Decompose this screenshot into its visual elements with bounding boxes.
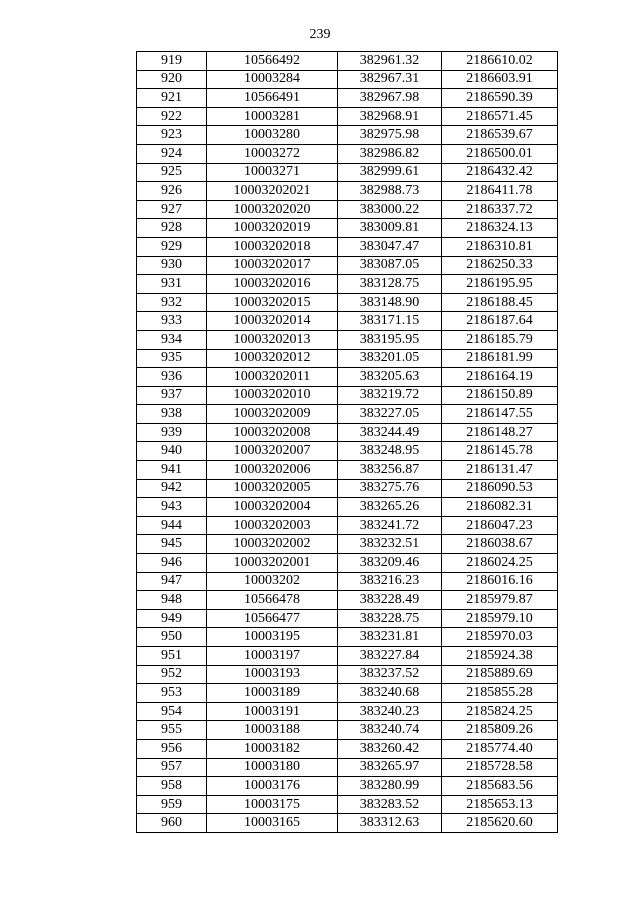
table-row [137, 739, 558, 758]
table-row [137, 52, 558, 71]
point-id-cell: 10003202008 [207, 423, 338, 442]
y-coordinate-cell: 2185653.13 [442, 795, 558, 814]
row-number-cell: 954 [137, 702, 207, 721]
point-id-cell: 10566491 [207, 89, 338, 108]
x-coordinate-cell: 383228.75 [338, 609, 442, 628]
x-coordinate-cell: 383009.81 [338, 219, 442, 238]
y-coordinate-cell: 2186185.79 [442, 330, 558, 349]
table-row [137, 330, 558, 349]
coordinates-table [136, 51, 558, 833]
y-coordinate-cell: 2186147.55 [442, 405, 558, 424]
row-number-cell: 957 [137, 758, 207, 777]
point-id-cell: 10566477 [207, 609, 338, 628]
table-row [137, 516, 558, 535]
row-number-cell: 942 [137, 479, 207, 498]
point-id-cell: 10003189 [207, 684, 338, 703]
point-id-cell: 10003202011 [207, 368, 338, 387]
table-row [137, 591, 558, 610]
point-id-cell: 10003284 [207, 70, 338, 89]
point-id-cell: 10003202 [207, 572, 338, 591]
table-row [137, 182, 558, 201]
row-number-cell: 919 [137, 52, 207, 71]
point-id-cell: 10003202001 [207, 554, 338, 573]
x-coordinate-cell: 382988.73 [338, 182, 442, 201]
y-coordinate-cell: 2186131.47 [442, 461, 558, 480]
x-coordinate-cell: 383240.74 [338, 721, 442, 740]
row-number-cell: 945 [137, 535, 207, 554]
y-coordinate-cell: 2186195.95 [442, 275, 558, 294]
point-id-cell: 10003202010 [207, 386, 338, 405]
x-coordinate-cell: 383232.51 [338, 535, 442, 554]
point-id-cell: 10003202003 [207, 516, 338, 535]
x-coordinate-cell: 383240.23 [338, 702, 442, 721]
row-number-cell: 952 [137, 665, 207, 684]
table-row [137, 665, 558, 684]
point-id-cell: 10003165 [207, 814, 338, 833]
y-coordinate-cell: 2185683.56 [442, 777, 558, 796]
x-coordinate-cell: 382961.32 [338, 52, 442, 71]
y-coordinate-cell: 2185620.60 [442, 814, 558, 833]
row-number-cell: 960 [137, 814, 207, 833]
x-coordinate-cell: 383237.52 [338, 665, 442, 684]
point-id-cell: 10003176 [207, 777, 338, 796]
table-row [137, 349, 558, 368]
row-number-cell: 947 [137, 572, 207, 591]
row-number-cell: 932 [137, 293, 207, 312]
x-coordinate-cell: 383241.72 [338, 516, 442, 535]
x-coordinate-cell: 383256.87 [338, 461, 442, 480]
point-id-cell: 10003202002 [207, 535, 338, 554]
y-coordinate-cell: 2185824.25 [442, 702, 558, 721]
table-row [137, 200, 558, 219]
y-coordinate-cell: 2186090.53 [442, 479, 558, 498]
point-id-cell: 10003193 [207, 665, 338, 684]
row-number-cell: 955 [137, 721, 207, 740]
point-id-cell: 10003202021 [207, 182, 338, 201]
x-coordinate-cell: 383260.42 [338, 739, 442, 758]
point-id-cell: 10003202014 [207, 312, 338, 331]
y-coordinate-cell: 2186337.72 [442, 200, 558, 219]
row-number-cell: 956 [137, 739, 207, 758]
row-number-cell: 929 [137, 237, 207, 256]
row-number-cell: 937 [137, 386, 207, 405]
y-coordinate-cell: 2186610.02 [442, 52, 558, 71]
point-id-cell: 10003281 [207, 107, 338, 126]
y-coordinate-cell: 2186150.89 [442, 386, 558, 405]
table-row [137, 312, 558, 331]
x-coordinate-cell: 383228.49 [338, 591, 442, 610]
row-number-cell: 924 [137, 144, 207, 163]
row-number-cell: 949 [137, 609, 207, 628]
point-id-cell: 10003191 [207, 702, 338, 721]
y-coordinate-cell: 2185979.10 [442, 609, 558, 628]
y-coordinate-cell: 2186571.45 [442, 107, 558, 126]
y-coordinate-cell: 2186181.99 [442, 349, 558, 368]
row-number-cell: 931 [137, 275, 207, 294]
y-coordinate-cell: 2186082.31 [442, 498, 558, 517]
row-number-cell: 948 [137, 591, 207, 610]
table-row [137, 405, 558, 424]
x-coordinate-cell: 383240.68 [338, 684, 442, 703]
row-number-cell: 938 [137, 405, 207, 424]
row-number-cell: 958 [137, 777, 207, 796]
table-row [137, 256, 558, 275]
row-number-cell: 944 [137, 516, 207, 535]
row-number-cell: 927 [137, 200, 207, 219]
row-number-cell: 921 [137, 89, 207, 108]
x-coordinate-cell: 383209.46 [338, 554, 442, 573]
y-coordinate-cell: 2186539.67 [442, 126, 558, 145]
x-coordinate-cell: 383227.84 [338, 647, 442, 666]
point-id-cell: 10003202005 [207, 479, 338, 498]
table-row [137, 70, 558, 89]
table-row [137, 163, 558, 182]
point-id-cell: 10003202018 [207, 237, 338, 256]
y-coordinate-cell: 2185924.38 [442, 647, 558, 666]
x-coordinate-cell: 383312.63 [338, 814, 442, 833]
y-coordinate-cell: 2186164.19 [442, 368, 558, 387]
y-coordinate-cell: 2185855.28 [442, 684, 558, 703]
table-row [137, 386, 558, 405]
point-id-cell: 10003195 [207, 628, 338, 647]
table-row [137, 89, 558, 108]
y-coordinate-cell: 2185889.69 [442, 665, 558, 684]
y-coordinate-cell: 2186187.64 [442, 312, 558, 331]
row-number-cell: 950 [137, 628, 207, 647]
table-row [137, 219, 558, 238]
row-number-cell: 923 [137, 126, 207, 145]
table-row [137, 609, 558, 628]
x-coordinate-cell: 383087.05 [338, 256, 442, 275]
y-coordinate-cell: 2186038.67 [442, 535, 558, 554]
x-coordinate-cell: 382986.82 [338, 144, 442, 163]
x-coordinate-cell: 383265.97 [338, 758, 442, 777]
x-coordinate-cell: 382975.98 [338, 126, 442, 145]
x-coordinate-cell: 382999.61 [338, 163, 442, 182]
x-coordinate-cell: 383201.05 [338, 349, 442, 368]
y-coordinate-cell: 2185979.87 [442, 591, 558, 610]
table-row [137, 814, 558, 833]
table-row [137, 777, 558, 796]
row-number-cell: 925 [137, 163, 207, 182]
point-id-cell: 10003188 [207, 721, 338, 740]
table-row [137, 423, 558, 442]
y-coordinate-cell: 2186188.45 [442, 293, 558, 312]
table-row [137, 368, 558, 387]
table-row [137, 572, 558, 591]
row-number-cell: 943 [137, 498, 207, 517]
row-number-cell: 936 [137, 368, 207, 387]
point-id-cell: 10003202020 [207, 200, 338, 219]
table-row [137, 535, 558, 554]
point-id-cell: 10003272 [207, 144, 338, 163]
x-coordinate-cell: 383283.52 [338, 795, 442, 814]
x-coordinate-cell: 383231.81 [338, 628, 442, 647]
row-number-cell: 941 [137, 461, 207, 480]
y-coordinate-cell: 2186411.78 [442, 182, 558, 201]
x-coordinate-cell: 383000.22 [338, 200, 442, 219]
y-coordinate-cell: 2185774.40 [442, 739, 558, 758]
y-coordinate-cell: 2185728.58 [442, 758, 558, 777]
y-coordinate-cell: 2186590.39 [442, 89, 558, 108]
row-number-cell: 935 [137, 349, 207, 368]
x-coordinate-cell: 382968.91 [338, 107, 442, 126]
x-coordinate-cell: 383227.05 [338, 405, 442, 424]
x-coordinate-cell: 382967.31 [338, 70, 442, 89]
row-number-cell: 930 [137, 256, 207, 275]
x-coordinate-cell: 383205.63 [338, 368, 442, 387]
y-coordinate-cell: 2186324.13 [442, 219, 558, 238]
table-row [137, 702, 558, 721]
point-id-cell: 10003202013 [207, 330, 338, 349]
y-coordinate-cell: 2185970.03 [442, 628, 558, 647]
table-row [137, 684, 558, 703]
point-id-cell: 10003182 [207, 739, 338, 758]
point-id-cell: 10003175 [207, 795, 338, 814]
point-id-cell: 10003202017 [207, 256, 338, 275]
table-row [137, 107, 558, 126]
table-row [137, 144, 558, 163]
point-id-cell: 10003202007 [207, 442, 338, 461]
y-coordinate-cell: 2186250.33 [442, 256, 558, 275]
point-id-cell: 10003202016 [207, 275, 338, 294]
y-coordinate-cell: 2186047.23 [442, 516, 558, 535]
point-id-cell: 10003197 [207, 647, 338, 666]
y-coordinate-cell: 2185809.26 [442, 721, 558, 740]
row-number-cell: 959 [137, 795, 207, 814]
x-coordinate-cell: 383265.26 [338, 498, 442, 517]
x-coordinate-cell: 383128.75 [338, 275, 442, 294]
x-coordinate-cell: 383248.95 [338, 442, 442, 461]
point-id-cell: 10003180 [207, 758, 338, 777]
row-number-cell: 922 [137, 107, 207, 126]
x-coordinate-cell: 383244.49 [338, 423, 442, 442]
x-coordinate-cell: 383047.47 [338, 237, 442, 256]
row-number-cell: 940 [137, 442, 207, 461]
point-id-cell: 10003202004 [207, 498, 338, 517]
point-id-cell: 10003202015 [207, 293, 338, 312]
row-number-cell: 939 [137, 423, 207, 442]
point-id-cell: 10003271 [207, 163, 338, 182]
point-id-cell: 10003280 [207, 126, 338, 145]
table-row [137, 461, 558, 480]
point-id-cell: 10003202019 [207, 219, 338, 238]
table-row [137, 126, 558, 145]
x-coordinate-cell: 383280.99 [338, 777, 442, 796]
table-row [137, 758, 558, 777]
table-row [137, 647, 558, 666]
table-row [137, 293, 558, 312]
y-coordinate-cell: 2186310.81 [442, 237, 558, 256]
page-number: 239 [309, 27, 331, 42]
x-coordinate-cell: 382967.98 [338, 89, 442, 108]
point-id-cell: 10566478 [207, 591, 338, 610]
point-id-cell: 10003202006 [207, 461, 338, 480]
x-coordinate-cell: 383219.72 [338, 386, 442, 405]
table-row [137, 554, 558, 573]
x-coordinate-cell: 383195.95 [338, 330, 442, 349]
y-coordinate-cell: 2186432.42 [442, 163, 558, 182]
y-coordinate-cell: 2186500.01 [442, 144, 558, 163]
y-coordinate-cell: 2186603.91 [442, 70, 558, 89]
table-row [137, 721, 558, 740]
table-row [137, 237, 558, 256]
point-id-cell: 10566492 [207, 52, 338, 71]
row-number-cell: 933 [137, 312, 207, 331]
x-coordinate-cell: 383171.15 [338, 312, 442, 331]
row-number-cell: 953 [137, 684, 207, 703]
row-number-cell: 928 [137, 219, 207, 238]
table-row [137, 795, 558, 814]
y-coordinate-cell: 2186145.78 [442, 442, 558, 461]
point-id-cell: 10003202009 [207, 405, 338, 424]
y-coordinate-cell: 2186024.25 [442, 554, 558, 573]
table-row [137, 275, 558, 294]
table-row [137, 498, 558, 517]
row-number-cell: 920 [137, 70, 207, 89]
table-row [137, 628, 558, 647]
row-number-cell: 946 [137, 554, 207, 573]
coordinates-table-body [137, 52, 558, 833]
y-coordinate-cell: 2186016.16 [442, 572, 558, 591]
point-id-cell: 10003202012 [207, 349, 338, 368]
table-row [137, 479, 558, 498]
row-number-cell: 934 [137, 330, 207, 349]
x-coordinate-cell: 383216.23 [338, 572, 442, 591]
row-number-cell: 951 [137, 647, 207, 666]
x-coordinate-cell: 383275.76 [338, 479, 442, 498]
table-row [137, 442, 558, 461]
y-coordinate-cell: 2186148.27 [442, 423, 558, 442]
x-coordinate-cell: 383148.90 [338, 293, 442, 312]
row-number-cell: 926 [137, 182, 207, 201]
